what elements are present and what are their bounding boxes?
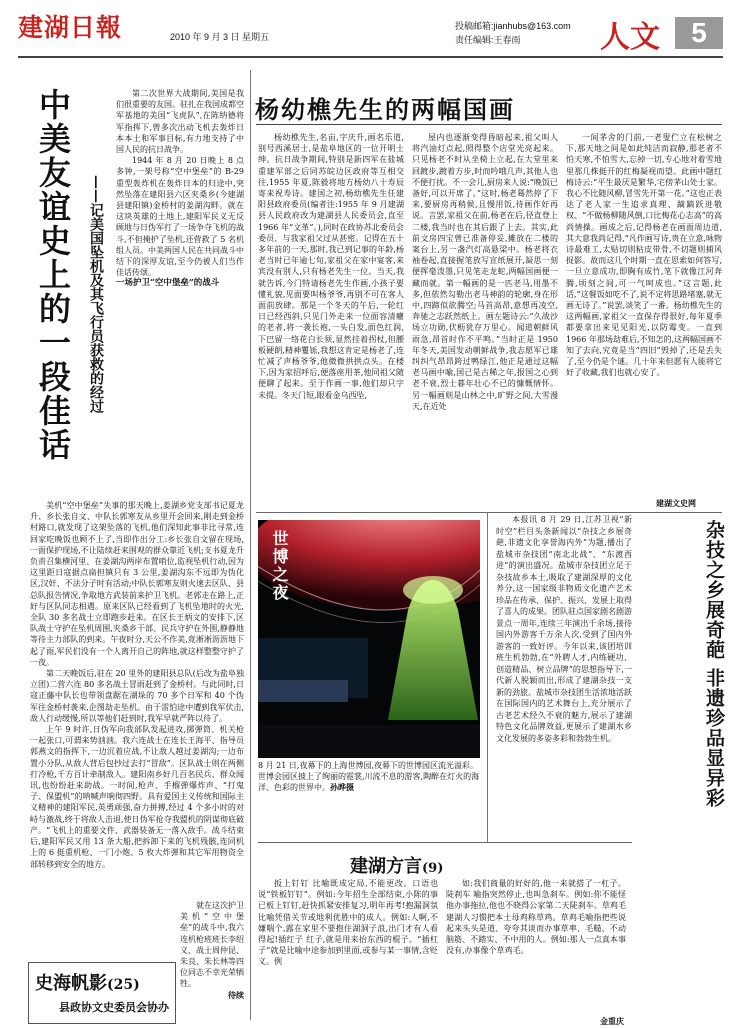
acrobat-body: 本报讯 8 月 29 日,江苏卫视“新时空”栏目头条新闻以“杂技之乡展奇葩,非遗文化享誉海内外”为题,播出了盐城市杂技团“南北北战”、“东渡西进”的演出盛况。盐城市杂技团立足于杂技故乡本土,吸取了建湖深厚的文化养分,这一国家级非物质文化遗产艺术珍品在传承、保护、振兴、发展上取得了喜人的成果。团队驻点国家剧名剧游景点一周年,连续三年演出千余场,接待国内外游客千万余人次,受到了国内外游客的一致好评。今年以来,该团培训班生机勃勃,在“外聘人才,内练硬功、创造精品、树立品牌”的思想指导下,一代新人脱颖而出,形成了建湖杂技一支新的劲旅。盐城市杂技团生活浓地活跃在国际国内的艺术舞台上,充分展示了古老艺术经久不衰的魅力,展示了建湖特色文化品牌效益,更展示了建湖水乡文化发展的多姿多彩和勃勃生机。 <box>496 515 632 743</box>
friendship-paragraph: 就在这次护卫美机“空中堡垒”的战斗中,我六连机枪班班长李绍义、战士周仲昆、朱良、朱长林等四位同志不幸光荣牺牲。 <box>180 901 244 989</box>
series-org: 县政协文史委员会协办 <box>59 1001 169 1014</box>
dialect-column-2: 如:我们商量的好好的,他一来就搭了一杠子。陡刹车 喻指突然停止,也叫急刹车。例如:你不能怪他办事拖拉,他也不晓得公家第二天陡刹车。草鸡毛 建湖人习惯把本土母鸡称草鸡。草鸡毛喻指把些说起来头头是道、夸夸其谈而办事草率、毛糙、不动脑筋、不踏实、不中用的人。例如:那人一点真本事没有,办事像个草鸡毛。 <box>446 879 626 956</box>
friendship-upper-column <box>116 88 244 496</box>
column-divider <box>250 70 251 1020</box>
friendship-paragraph: 第二天晚饭后,驻在 20 里外的建阳县总队(后改为盐阜独立团)二营六连 80 多名战士冒雨赶到了金桥村。与此同时,日寇正藤中队长也带领盘踞在湖垛的 70 多个日军和 40 个伪军往金桥村袭来,企图劫走坠机。由于雷怕途中遭到我军伏击,敌人行动缓慢,所以等他们赶到时,我军早就严阵以待了。 <box>30 669 244 723</box>
submission-email: 投稿邮箱:jianhubs@163.com <box>455 21 571 31</box>
dialect-number: (9) <box>422 861 444 876</box>
responsible-editor: 责任编辑:王春雨 <box>455 35 521 45</box>
expo-night-photo <box>258 520 480 758</box>
to-be-continued: 待续 <box>228 989 244 1000</box>
painting-column-1: 杨幼樵先生,名亩,字庆升,画名乐道,别号西溪居士,是盐阜地区的一位开明士绅。抗日战争期间,特别是新四军在盐城重建军部之后同苏皖边区政府等互相交往,1955 年夏,陈毅将地方杨幼八十寿辰寄来祝寿诗。建国之初,杨幼樵先生任建阳县政府委员(编者注:1955 年 9 月建湖县人民政府改为建湖县人民委员会,直至 1966 年“文革”。),同时在政协苏北委员会委员、与我家祖父过从甚密。记得在五十多年前的一天,那时,我已到记事的年龄,杨老当时已年逾七旬,家祖父在家中宴客,来宾没有别人,只有杨老先生一位。当天,我就告诉,今门特请杨老先生作画,小孩子要懂礼貌,见面要叫杨爷爷,再别不可在客人面前放肆。那是一个冬天的午后,一轮红日已经西斜,只见门外走来一位面容清癯的老者,将一袭长袍,一头白发,面色红润,下巴留一络花白长须,显然挂着拐杖,但腰板硬朗,精神矍铄,我想这肯定是杨老了,连忙减了声杨爷爷,他微微拱拱点头。在楼下,因为家招呼后,便落座用茶,他同祖父随便聊了起来。至于作画一事,他们却只字未提。冬天门短,眼看金乌西坠, <box>258 133 404 400</box>
friendship-paragraph: 美机“空中堡垒”失事的那天晚上,姜湖乡党支部书记夏龙升、乡长张自文、中队长郭寒友从乡里开会回来,刚走到金桥村路口,就发现了这架坠落的飞机,他们深知此事非比寻常,连回家吃晚饭也顾不上了,当即作出分工:乡长张自文留在现场,一面保护现场,不让陆续赶来围观的群众靠近飞机;支书夏龙升负责召集横河里、在姜湖沟两岸布置哨位,监视坠机行动,因为这里距日寇据点扁担镇只有 3 公里,姜湖沟东不远即为伪化区,汉奸、不法分子时有活动;中队长郭寒友则火速去区队、县总队报告情况,争取地方武装前来护卫飞机。老郭走在路上,正好与区队同志相遇。原来区队已经看到了飞机坠地时的火光,全队 30 多名战士立即跑步赶来。在区长王炳文的安排下,区队战士守护在坠机周围,夹桑乡干部、民兵守护在外围,静静地等待主力部队的到来。午夜时分,天公不作美,竟淅淅沥沥地下起了雨,军民们没有一个人离开自己的阵地,就这样整整守护了一夜。 <box>30 501 244 667</box>
friendship-paragraph: 第二次世界大战期间,美国是我们很重要的友国。驻扎在我国成都空军基地的美国“飞虎队”,在陈纳德将军指挥下,曾多次出动飞机去轰炸日本本土和军事目标,有力地支持了中国人民的抗日战争。 <box>116 89 244 155</box>
dialect-column-1: 扳上钉钉 比喻既成定局,不能更改。口语也说“铁板钉钉”。例如:今年招生全部结束,小陈的事已板上钉钉,赶快抓紧安排复习,明年再考!抱漏洞氛 比喻凭借关节或地利优胜中的成人。例如:人啊,不嫌喘个,露在家里不要抱住湖洞子浪,出门才有人看得起!插红子 红子,就是用来抬东西的棍子。“插杠子”就是比喻中途参加到里面,或参与某一事情,含贬义。例 <box>258 879 438 967</box>
issue-date: 2010 年 9 月 3 日 星期五 <box>170 32 270 42</box>
series-box <box>28 962 176 1024</box>
friendship-subtitle: ——记美国坠机及其飞行员获救的经过 <box>88 175 104 413</box>
expo-photo-label: 世博之夜 <box>270 530 289 602</box>
friendship-title: 中美友谊史上的一段佳话 <box>34 88 72 462</box>
series-number: (25) <box>107 977 140 993</box>
section-rule <box>256 512 722 513</box>
friendship-subheading: 一场护卫“空中堡垒”的战斗 <box>116 278 220 289</box>
expo-caption: 8 月 21 日,夜幕下的上海世博园,夜幕下的世博园区流光溢彩。世博会园区披上了绚丽的霓裳,川流不息的游客,陶醉在灯火的海洋、色彩的世界中。孙晔摄 <box>258 761 480 792</box>
painting-title-rule <box>256 124 722 125</box>
friendship-paragraph: 上午 9 时许,日伪军向我部队发起进攻,掷弹筒、机关枪一起张口,可谓来势汹汹。我六连战士在连长王海平、指导员郭燕文的指挥下,一边沉着应战,不让敌人越过姜湖沟;一边布置小分队,从敌人背后包抄过去打“冒敌”。区队战士则在两侧打冷枪,千方百计牵制敌人。建阳南乡好几百名民兵、群众闻讯,也纷纷赶来助战。一时间,枪声、手榴弹爆炸声、“打鬼子、保盟机”的呐喊声响彻四野。具有爱国主义传统和国际主义精神的建阳军民,英勇顽强,奋力拼搏,经过 4 个多小时的对峙与激战,终于将敌人击退,使日伪军抢夺我盟机的阴谋彻底破产。“飞机上的重要文件、武器装备无一落入敌手。战斗结束后,建阳军民又用 13 条大船,把拆卸下来的飞机残骸,连同机上的 6 挺重机枪、一门小炮、5 枚大炸弹和其它军用物资全部转移到安全的地方。 <box>30 725 244 869</box>
section-title: 人文 <box>600 20 660 55</box>
painting-column-2: 屋内也逐渐变得昏暗起来,祖父叫人将汽油灯点起,照得整个店堂光亮起来。只见杨老不时从坐椅上立起,在大堂里来回踱步,踱着方步,时而吟哦几声,其他人也不便打扰。不一会儿,厨房来人说:“晚饭已备好,可以开席了。”这时,杨老蓦然停了下来,要厨房再稍候,且慢用饭,待画作好再说。言罢,家祖父在前,杨老在后,径直登上二楼,我当时也在其后跟了上去。其实,此前文房四宝曾已准备停妥,摊放在二楼的案台上,另一盏汽灯高悬梁中。杨老将衣袖卷起,直接握笔放写宣纸展开,凝思一刻便挥毫泼墨,只见笔走龙蛇,两幅国画便一藏而就。第一幅画的是一匹老马,用墨不多,但依然勾勒出老马神韵的轮廓,身在形中,四蹄似欲腾空;马首高昂,意想再凌空,奔驰之志跃然纸上。画左题诗云:“久战沙场立功勋,伏枥犹存万里心。闻道朝鲜风雨急,昂首时作不平鸣。”当时正是 1950 年冬天,美国发动朝鲜战争,我志愿军已雄纠纠气昂昂跨过鸭绿江,他正是通过这幅老马画中喻,国已是古稀之年,报国之心到老不衰,烈士暮年壮心不已的慷慨情怀。另一幅画则是山林之中,旷野之间,大雪漫天,在近处 <box>412 133 558 411</box>
acrobat-title: 杂技之乡展奇葩 非遗珍品显异彩 <box>703 520 725 808</box>
expo-pavilion-illustration <box>258 520 480 758</box>
friendship-lower-column <box>30 500 244 896</box>
painting-column-3: 一间茅舍的门前,一老叟伫立在松树之下,那天地之间是如此纯洁而寂静,那老者不怕天寒,不怕雪大,忘掉一切,专心地对着雪地里那几株挺开的红梅凝视而望。此画中题红梅诗云:“平生最厌是繁华,宅傍茅山处士家。我心不比随风柳,冒雪先开第一花。”这也正表达了老人家一生追求真理、蹢蹢跃进敬权、“不做杨柳随风倒,口比梅花心志高”的高尚情操。画成之后,记得杨老在画面周边道,其大意我尚记得,“凡作画写诗,贵在立意,咏物诗最难工,太贴切则粘皮带骨,不切题则捕风捉影。故而这几个时期一直在思索如何答写,一旦立意成功,即胸有成竹,笔下就像江河奔腾,顷刻之间,可一气呵成也。”这言题,此话,“这餐饭如吃不了,说不定将思路堵塞,就无画无诗了。”说罢,谈笑了一番。杨幼樵先生的这两幅画,家祖父一直保存得很好,每年夏季都要拿出来见见阳光,以防霉变。一直到 1966 年那场劫难后,不知怎的,这两幅国画不知了去向,究竟是当“四旧”毁掉了,还是丢失了,至今仍是个谜。几十年来但愿有人能将它好了收藏,我们也就心安了。 <box>566 133 722 378</box>
photographer: 孙晔摄 <box>330 782 354 792</box>
acrobat-author: 金重庆 <box>600 1016 624 1026</box>
series-title: 史海帆影(25) <box>35 973 140 994</box>
dialect-title: 建湖方言(9) <box>350 856 444 877</box>
painting-title: 杨幼樵先生的两幅国画 <box>255 95 515 124</box>
friendship-ending-column <box>180 900 244 1012</box>
painting-author: 建湖文史网 <box>656 498 696 508</box>
page-number: 5 <box>675 17 723 49</box>
column-divider <box>487 512 488 842</box>
newspaper-logo: 建湖日報 <box>18 13 123 42</box>
masthead-rule <box>18 56 723 58</box>
dialect-top-rule <box>258 842 632 843</box>
friendship-paragraph: 1944 年 8 月 20 日晚上 8 点多钟,一架号称“空中堡垒”的 B-29 重型轰炸机在轰炸日本的归途中,突然坠落在建阳县六区夹桑乡(今建湖县建阳镇)金桥村的姜湖沟畔。就在这块英雄的土地上,建阳军民义无反顾地与日伪军打了一场争夺飞机的战斗,不但掩护了坠机,还营救了 5 名机组人员。中美两国人民在共同战斗中结下的深厚友谊,至今仍被人们当作佳话传颂。 <box>116 156 244 278</box>
